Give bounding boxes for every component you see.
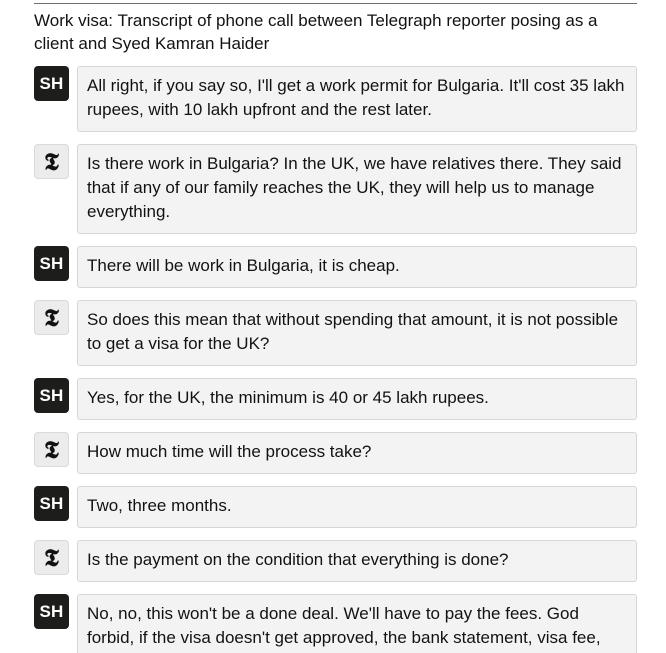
message-row bbox=[34, 246, 637, 288]
message-row bbox=[34, 66, 637, 132]
message-row bbox=[34, 486, 637, 528]
message-bubble: So does this mean that without spending that amount, it is not possible to get a visa for the UK? bbox=[77, 300, 637, 366]
message-bubble: Yes, for the UK, the minimum is 40 or 45 lakh rupees. bbox=[77, 378, 637, 420]
message-bubble: There will be work in Bulgaria, it is cheap. bbox=[77, 246, 637, 288]
transcript-card bbox=[34, 3, 637, 653]
top-divider bbox=[34, 3, 637, 4]
message-bubble: No, no, this won't be a done deal. We'll have to pay the fees. God forbid, if the visa doesn't get approved, the bank statement, visa fee, bbox=[77, 594, 637, 653]
haider-avatar: SH bbox=[34, 486, 69, 521]
message-bubble: Two, three months. bbox=[77, 486, 637, 528]
message-bubble: Is there work in Bulgaria? In the UK, we have relatives there. They said that if any of our family reaches the UK, they will help us to manage everything. bbox=[77, 144, 637, 234]
haider-avatar: SH bbox=[34, 378, 69, 413]
transcript-list bbox=[34, 66, 637, 653]
message-row bbox=[34, 300, 637, 366]
telegraph-logo-icon: 𝕿 bbox=[34, 540, 69, 575]
transcript-title: Work visa: Transcript of phone call between Telegraph reporter posing as a client and Syed Kamran Haider bbox=[34, 11, 598, 53]
message-row bbox=[34, 594, 637, 653]
message-row bbox=[34, 540, 637, 582]
message-bubble: All right, if you say so, I'll get a work permit for Bulgaria. It'll cost 35 lakh rupees, with 10 lakh upfront and the rest later. bbox=[77, 66, 637, 132]
haider-avatar: SH bbox=[34, 246, 69, 281]
haider-avatar: SH bbox=[34, 66, 69, 101]
message-row bbox=[34, 378, 637, 420]
message-row bbox=[34, 144, 637, 234]
telegraph-logo-icon: 𝕿 bbox=[34, 432, 69, 467]
message-bubble: How much time will the process take? bbox=[77, 432, 637, 474]
message-row bbox=[34, 432, 637, 474]
haider-avatar: SH bbox=[34, 594, 69, 629]
telegraph-logo-icon: 𝕿 bbox=[34, 300, 69, 335]
telegraph-logo-icon: 𝕿 bbox=[34, 144, 69, 179]
message-bubble: Is the payment on the condition that everything is done? bbox=[77, 540, 637, 582]
